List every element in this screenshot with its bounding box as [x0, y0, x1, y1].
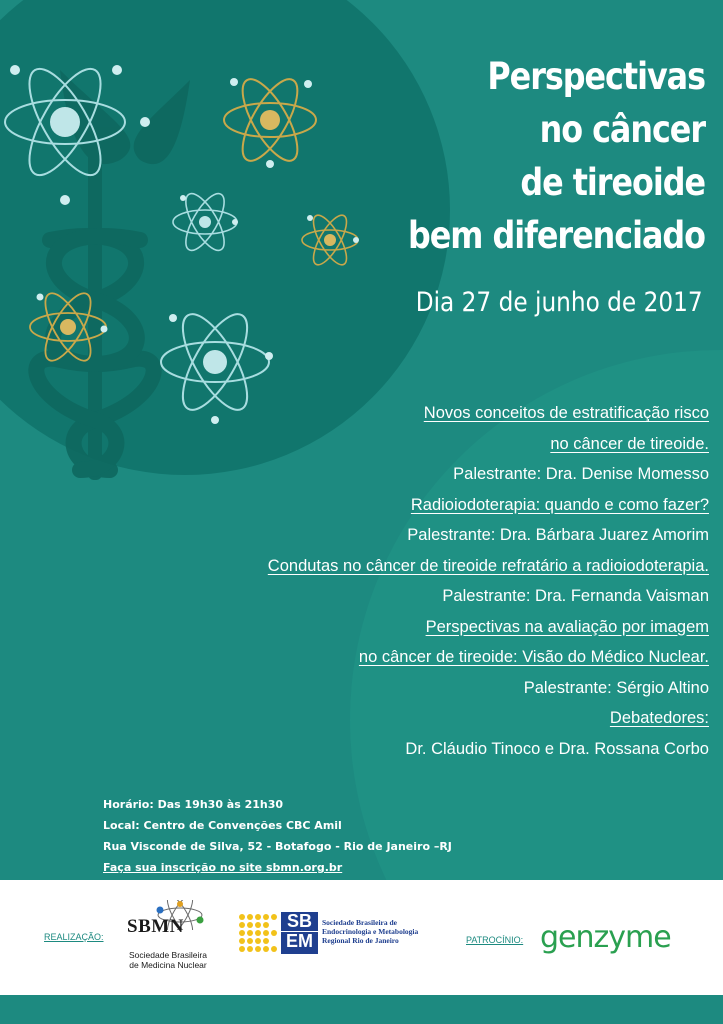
title-line: Perspectivas	[487, 55, 705, 98]
talk-title: Radioiodoterapia: quando e como fazer?	[410, 495, 709, 514]
sbem-description-line: Regional Rio de Janeiro	[322, 936, 399, 945]
debaters-heading: Debatedores:	[609, 709, 709, 727]
schedule-text: Horário: Das 19h30 às 21h30	[103, 798, 284, 811]
sbem-description	[322, 918, 418, 945]
sbem-description-line: Endocrinologia e Metabologia	[322, 927, 419, 936]
bottom-strip	[0, 995, 723, 1024]
title-line: bem diferenciado	[407, 214, 705, 257]
realizacao-label: REALIZAÇÃO:	[44, 932, 104, 942]
registration-link[interactable]: Faça sua inscrição no site sbmn.org.br	[103, 861, 343, 874]
speaker: Palestrante: Dra. Bárbara Juarez Amorim	[407, 526, 709, 544]
sbem-dots-icon	[238, 913, 280, 955]
sbmn-subtitle	[122, 950, 214, 970]
sbem-logo-line: EM	[286, 931, 313, 951]
sbem-logo	[281, 912, 318, 954]
speaker: Palestrante: Sérgio Altino	[523, 678, 709, 697]
speaker: Palestrante: Dra. Denise Momesso	[453, 465, 709, 483]
talk-title: Perspectivas na avaliação por imagem	[425, 617, 709, 636]
talk-title: no câncer de tireoide: Visão do Médico Nuclear.	[358, 648, 709, 666]
sbmn-subtitle-line: de Medicina Nuclear	[129, 960, 207, 970]
speaker: Palestrante: Dra. Fernanda Vaisman	[442, 587, 709, 605]
sbmn-logo-text: SBMN	[127, 916, 184, 937]
talk-list	[149, 398, 709, 764]
genzyme-logo: genzyme	[540, 920, 671, 955]
title-line: no câncer	[539, 108, 705, 151]
title-line: de tireoide	[520, 161, 705, 204]
event-info	[103, 794, 452, 878]
talk-title: Condutas no câncer de tireoide refratário a radioiodoterapia.	[267, 556, 709, 575]
patrocinio-label: PATROCÍNIO:	[466, 935, 524, 945]
sbmn-subtitle-line: Sociedade Brasileira	[129, 950, 207, 960]
event-date: Dia 27 de junho de 2017	[416, 287, 703, 318]
sbem-description-line: Sociedade Brasileira de	[322, 918, 397, 927]
venue-text: Local: Centro de Convenções CBC Amil	[103, 819, 342, 832]
talk-title: Novos conceitos de estratificação risco	[423, 404, 709, 422]
talk-title: no câncer de tireoide.	[550, 434, 709, 453]
page-title	[344, 50, 705, 262]
address-text: Rua Visconde de Silva, 52 - Botafogo - Rio de Janeiro –RJ	[103, 840, 452, 853]
sbem-logo-line: SB	[281, 912, 318, 932]
sponsors-footer	[0, 880, 723, 995]
debaters-names: Dr. Cláudio Tinoco e Dra. Rossana Corbo	[405, 739, 709, 758]
